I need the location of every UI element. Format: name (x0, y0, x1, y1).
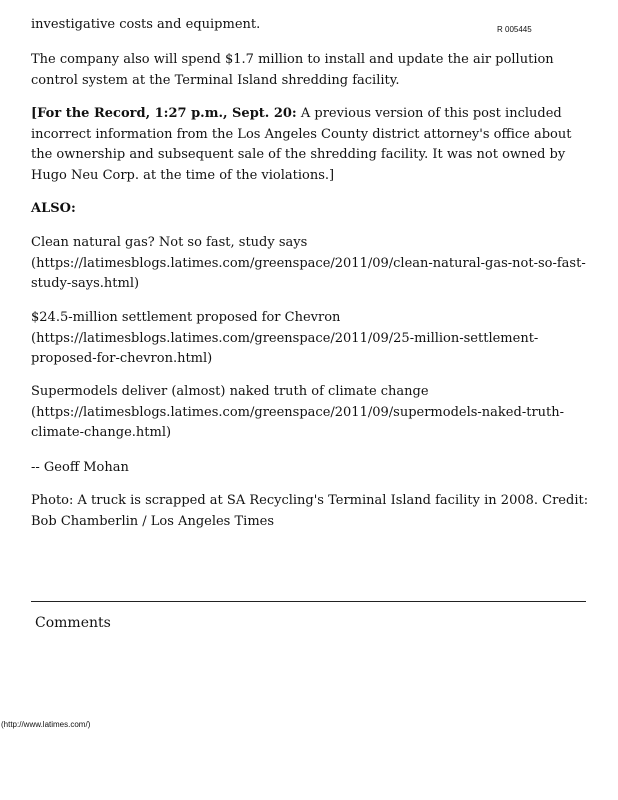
bates-number: R 005445 (497, 25, 532, 34)
correction-notice (31, 104, 591, 186)
related-link-3[interactable] (31, 382, 591, 444)
paragraph-spend: The company also will spend $1.7 million to install and update the air pollution control system at the Terminal Island shredding facility. (31, 52, 554, 88)
footer-link[interactable]: (http://www.latimes.com/) (1, 720, 91, 729)
related-link-url[interactable]: (https://latimesblogs.latimes.com/greenspace/2011/09/clean-natural-gas-not-so-fast-study-says.html) (31, 255, 586, 291)
correction-label: [For the Record, 1:27 p.m., Sept. 20: (31, 106, 297, 121)
related-link-1[interactable] (31, 233, 591, 295)
lead-fragment: investigative costs and equipment. (31, 17, 261, 32)
byline: -- Geoff Mohan (31, 460, 129, 475)
related-link-2[interactable] (31, 308, 591, 370)
related-link-title[interactable]: Clean natural gas? Not so fast, study says (31, 235, 308, 250)
photo-credit: Photo: A truck is scrapped at SA Recycling's Terminal Island facility in 2008. Credit: Bob Chamberlin / Los Angeles Times (31, 493, 589, 529)
correction-text: A previous version of this post included incorrect information from the Los Angeles County district attorney's office about the ownership and subsequent sale of the shredding facility. It was not owned by Hugo Neu Corp. at the time of the violations.] (31, 106, 572, 183)
related-link-url[interactable]: (https://latimesblogs.latimes.com/greenspace/2011/09/supermodels-naked-truth-climate-change.html) (31, 404, 565, 440)
related-link-url[interactable]: (https://latimesblogs.latimes.com/greenspace/2011/09/25-million-settlement-proposed-for-chevron.html) (31, 330, 539, 366)
divider (31, 601, 586, 602)
related-link-title[interactable]: $24.5-million settlement proposed for Chevron (31, 310, 341, 325)
comments-heading: Comments (35, 615, 111, 631)
also-heading: ALSO: (31, 201, 76, 216)
related-link-title[interactable]: Supermodels deliver (almost) naked truth of climate change (31, 384, 429, 399)
